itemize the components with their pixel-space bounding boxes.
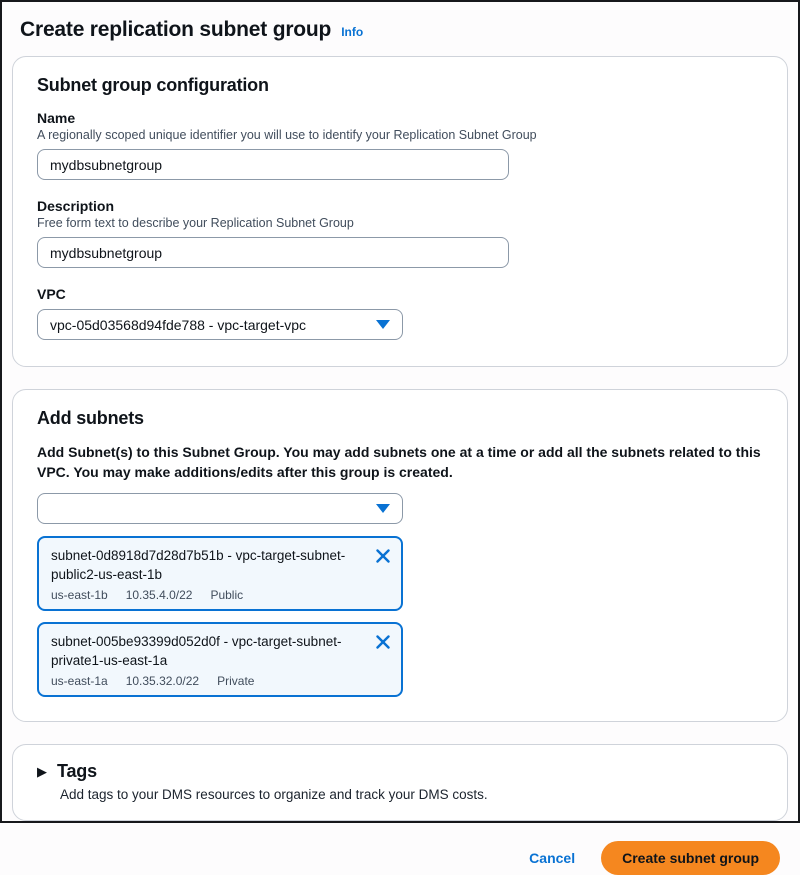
subnet-group-configuration-card	[12, 56, 788, 367]
subnet-access: Private	[217, 674, 255, 688]
subnet-cidr: 10.35.32.0/22	[125, 674, 200, 688]
close-icon[interactable]	[374, 633, 392, 651]
info-link[interactable]: Info	[341, 25, 364, 39]
close-icon[interactable]	[374, 547, 392, 565]
subnet-chip-meta	[51, 588, 367, 602]
subnet-chip-title: subnet-0d8918d7d28d7b51b - vpc-target-subnet-public2-us-east-1b	[51, 547, 346, 583]
description-field-group	[37, 198, 763, 268]
tags-heading: Tags	[57, 761, 97, 781]
selected-subnet-chip	[37, 536, 403, 611]
subnet-access: Public	[210, 587, 244, 602]
page-title: Create replication subnet group	[20, 18, 332, 41]
create-subnet-group-button[interactable]: Create subnet group	[601, 841, 780, 875]
tags-description: Add tags to your DMS resources to organize and track your DMS costs.	[60, 787, 488, 802]
description-input[interactable]	[37, 237, 509, 268]
subnet-select[interactable]	[37, 493, 403, 524]
cancel-button[interactable]: Cancel	[529, 850, 576, 866]
vpc-label: VPC	[37, 286, 66, 302]
add-subnets-card	[12, 389, 788, 722]
vpc-field-group	[37, 286, 763, 340]
subnet-chip-title: subnet-005be93399d052d0f - vpc-target-subnet-private1-us-east-1a	[51, 633, 342, 669]
name-input[interactable]	[37, 149, 509, 180]
selected-subnet-chip	[37, 622, 403, 697]
triangle-right-icon: ▶	[37, 764, 47, 779]
subnet-group-configuration-heading: Subnet group configuration	[37, 75, 269, 95]
create-replication-subnet-group-page	[2, 2, 798, 875]
subnet-az: us-east-1b	[51, 587, 108, 602]
tags-expander[interactable]	[37, 761, 763, 782]
vpc-select-value: vpc-05d03568d94fde788 - vpc-target-vpc	[50, 316, 307, 333]
add-subnets-heading: Add subnets	[37, 408, 144, 428]
description-help-text: Free form text to describe your Replication Subnet Group	[37, 216, 354, 230]
name-label: Name	[37, 110, 76, 126]
name-help-text: A regionally scoped unique identifier you will use to identify your Replication Subnet Group	[37, 128, 537, 142]
name-field-group	[37, 110, 763, 180]
description-label: Description	[37, 198, 115, 214]
caret-down-icon	[376, 320, 390, 329]
subnet-chip-meta	[51, 674, 367, 688]
form-actions	[12, 841, 788, 875]
page-header	[12, 14, 788, 56]
tags-card	[12, 744, 788, 821]
subnet-az: us-east-1a	[51, 674, 108, 688]
add-subnets-description: Add Subnet(s) to this Subnet Group. You may add subnets one at a time or add all the subnets related to this VPC. You may make additions/edits after this group is created.	[37, 444, 761, 480]
subnet-cidr: 10.35.4.0/22	[125, 587, 193, 602]
vpc-select[interactable]	[37, 309, 403, 340]
caret-down-icon	[376, 504, 390, 513]
